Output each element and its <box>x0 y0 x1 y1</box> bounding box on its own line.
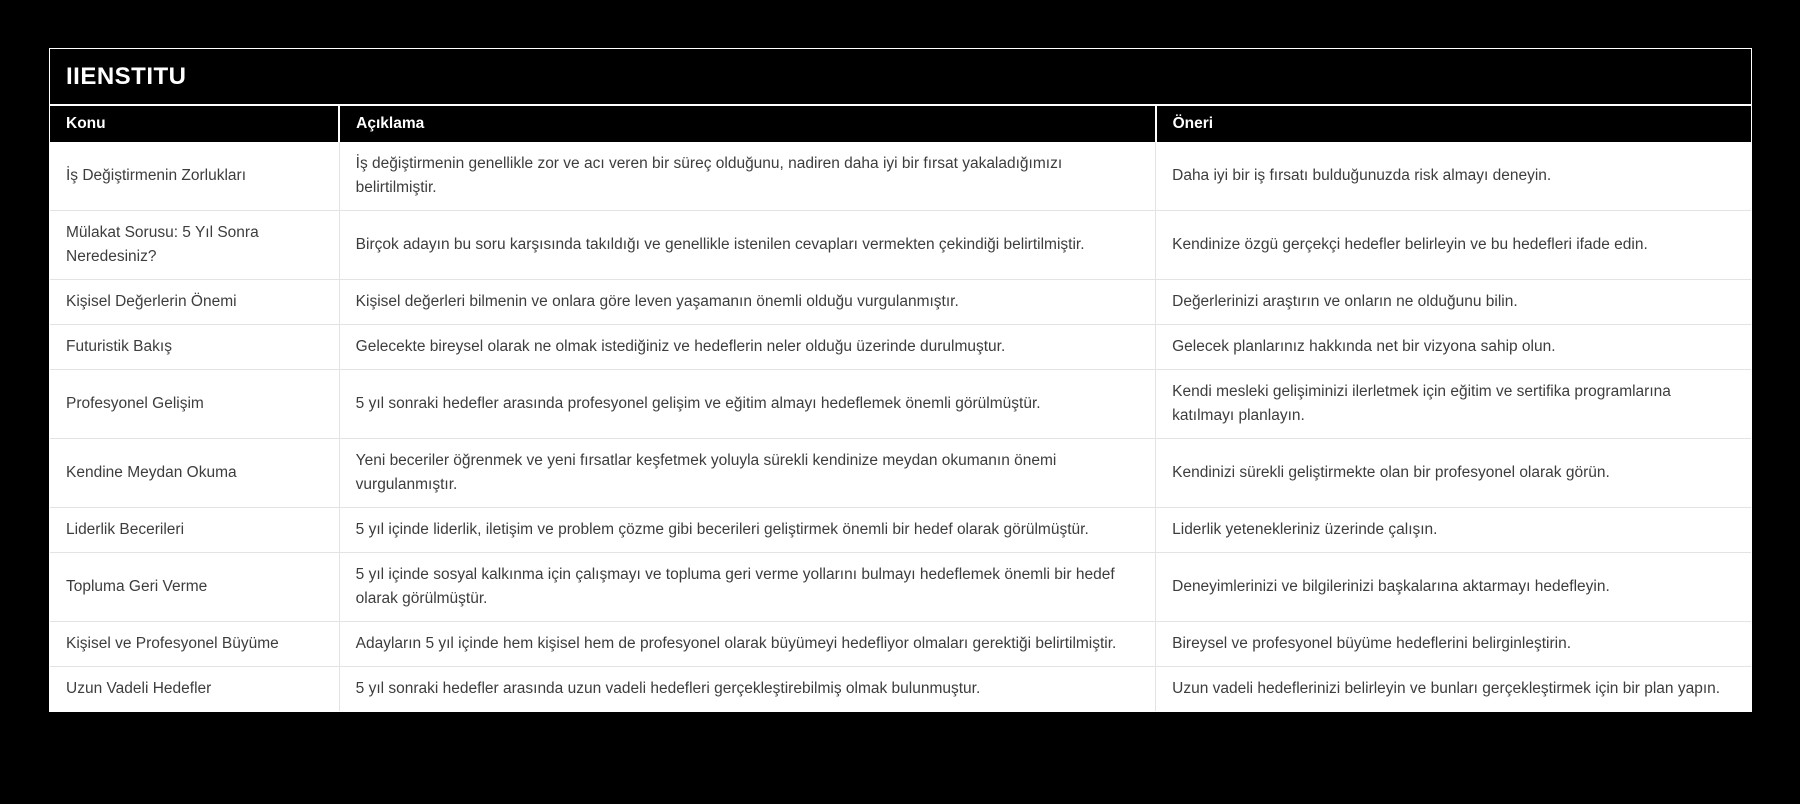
cell-oneri: Liderlik yetenekleriniz üzerinde çalışın. <box>1156 508 1751 553</box>
table-card <box>49 48 1752 712</box>
cell-oneri: Gelecek planlarınız hakkında net bir vizyona sahip olun. <box>1156 325 1751 370</box>
cell-konu: Liderlik Becerileri <box>50 508 339 553</box>
cell-aciklama: 5 yıl sonraki hedefler arasında profesyonel gelişim ve eğitim almayı hedeflemek önemli görülmüştür. <box>339 370 1155 439</box>
cell-konu: Kendine Meydan Okuma <box>50 439 339 508</box>
cell-oneri: Değerlerinizi araştırın ve onların ne olduğunu bilin. <box>1156 280 1751 325</box>
cell-konu: Futuristik Bakış <box>50 325 339 370</box>
cell-oneri: Uzun vadeli hedeflerinizi belirleyin ve bunları gerçekleştirmek için bir plan yapın. <box>1156 667 1751 712</box>
cell-aciklama: Birçok adayın bu soru karşısında takıldığı ve genellikle istenilen cevapları vermekten çekindiği belirtilmiştir. <box>339 211 1155 280</box>
cell-oneri: Deneyimlerinizi ve bilgilerinizi başkalarına aktarmayı hedefleyin. <box>1156 553 1751 622</box>
table-header <box>50 106 1751 142</box>
cell-konu: Topluma Geri Verme <box>50 553 339 622</box>
table-row <box>50 553 1751 622</box>
cell-oneri: Kendi mesleki gelişiminizi ilerletmek için eğitim ve sertifika programlarına katılmayı planlayın. <box>1156 370 1751 439</box>
cell-konu: Uzun Vadeli Hedefler <box>50 667 339 712</box>
cell-aciklama: Gelecekte bireysel olarak ne olmak istediğiniz ve hedeflerin neler olduğu üzerinde durulmuştur. <box>339 325 1155 370</box>
table-row <box>50 325 1751 370</box>
cell-aciklama: Adayların 5 yıl içinde hem kişisel hem de profesyonel olarak büyümeyi hedefliyor olmaları gerektiği belirtilmiştir. <box>339 622 1155 667</box>
cell-konu: Kişisel ve Profesyonel Büyüme <box>50 622 339 667</box>
cell-aciklama: Yeni beceriler öğrenmek ve yeni fırsatlar keşfetmek yoluyla sürekli kendinize meydan okumanın önemi vurgulanmıştır. <box>339 439 1155 508</box>
table-row <box>50 622 1751 667</box>
cell-konu: İş Değiştirmenin Zorlukları <box>50 142 339 211</box>
cell-aciklama: Kişisel değerleri bilmenin ve onlara göre leven yaşamanın önemli olduğu vurgulanmıştır. <box>339 280 1155 325</box>
cell-aciklama: 5 yıl içinde sosyal kalkınma için çalışmayı ve topluma geri verme yollarını bulmayı hedeflemek önemli bir hedef olarak görülmüştür. <box>339 553 1155 622</box>
table-row <box>50 142 1751 211</box>
card-title: IIENSTITU <box>50 49 1751 106</box>
table-row <box>50 508 1751 553</box>
cell-oneri: Daha iyi bir iş fırsatı bulduğunuzda risk almayı deneyin. <box>1156 142 1751 211</box>
cell-konu: Mülakat Sorusu: 5 Yıl Sonra Neredesiniz? <box>50 211 339 280</box>
table-row <box>50 667 1751 712</box>
cell-oneri: Kendinize özgü gerçekçi hedefler belirleyin ve bu hedefleri ifade edin. <box>1156 211 1751 280</box>
cell-oneri: Bireysel ve profesyonel büyüme hedeflerini belirginleştirin. <box>1156 622 1751 667</box>
cell-oneri: Kendinizi sürekli geliştirmekte olan bir profesyonel olarak görün. <box>1156 439 1751 508</box>
table-row <box>50 370 1751 439</box>
cell-aciklama: 5 yıl sonraki hedefler arasında uzun vadeli hedefleri gerçekleştirebilmiş olmak bulunmuştur. <box>339 667 1155 712</box>
cell-konu: Kişisel Değerlerin Önemi <box>50 280 339 325</box>
column-header-oneri: Öneri <box>1156 106 1751 142</box>
column-header-aciklama: Açıklama <box>339 106 1155 142</box>
table-header-row <box>50 106 1751 142</box>
table-body <box>50 142 1751 711</box>
table-row <box>50 211 1751 280</box>
column-header-konu: Konu <box>50 106 339 142</box>
cell-aciklama: 5 yıl içinde liderlik, iletişim ve problem çözme gibi becerileri geliştirmek önemli bir hedef olarak görülmüştür. <box>339 508 1155 553</box>
cell-konu: Profesyonel Gelişim <box>50 370 339 439</box>
cell-aciklama: İş değiştirmenin genellikle zor ve acı veren bir süreç olduğunu, nadiren daha iyi bir fırsat yakaladığımızı belirtilmiştir. <box>339 142 1155 211</box>
table-row <box>50 439 1751 508</box>
advice-table <box>50 106 1751 711</box>
table-row <box>50 280 1751 325</box>
